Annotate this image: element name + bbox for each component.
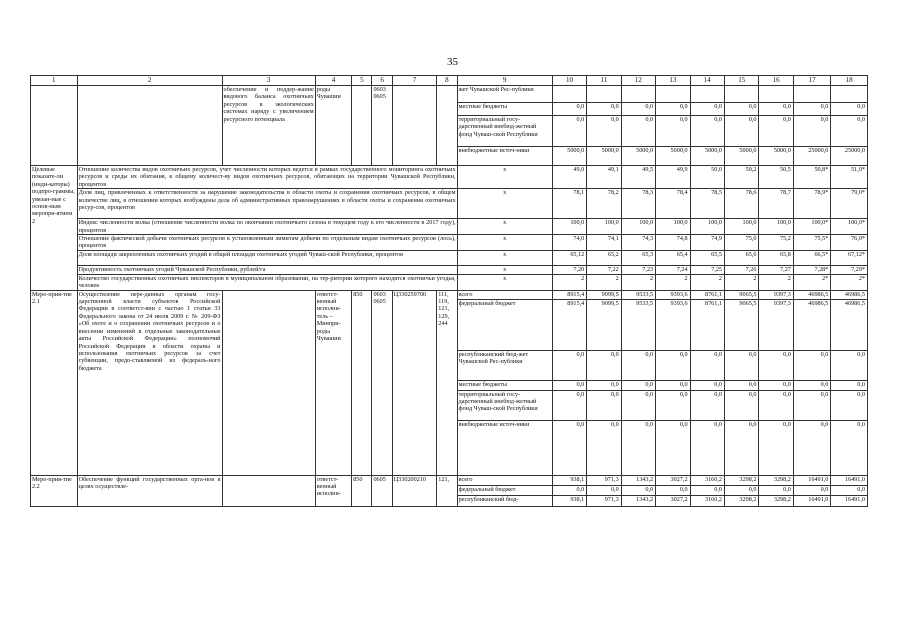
value-cell: 3160,2 bbox=[690, 475, 724, 485]
value-cell: 0,0 bbox=[759, 380, 793, 390]
value-cell: 5000,0 bbox=[725, 147, 759, 166]
value-cell: 66,5* bbox=[793, 250, 830, 265]
value-cell: 2 bbox=[587, 274, 621, 290]
funding-source: всего bbox=[457, 290, 552, 299]
value-cell: 3298,2 bbox=[759, 475, 793, 485]
blank-cell bbox=[437, 86, 457, 166]
value-cell: 0,0 bbox=[621, 380, 655, 390]
value-cell: 0,0 bbox=[690, 380, 724, 390]
value-cell: 74,8 bbox=[656, 235, 690, 251]
value-cell: 0,0 bbox=[552, 485, 586, 495]
value-cell bbox=[621, 86, 655, 103]
column-number: 2 bbox=[77, 76, 222, 86]
value-cell: 7,25 bbox=[690, 265, 724, 274]
column-number: 18 bbox=[831, 76, 868, 86]
indicator-row bbox=[31, 235, 868, 251]
value-cell: 100,0 bbox=[587, 219, 621, 235]
code-cell: 850 bbox=[352, 290, 372, 475]
value-cell: 0,0 bbox=[759, 350, 793, 380]
blank-cell bbox=[222, 290, 315, 475]
value-cell: 0,0 bbox=[793, 380, 830, 390]
value-cell bbox=[552, 86, 586, 103]
value-cell: 9397,3 bbox=[759, 299, 793, 350]
column-number: 12 bbox=[621, 76, 655, 86]
indicator-row bbox=[31, 265, 868, 274]
value-cell: 8761,1 bbox=[690, 290, 724, 299]
value-cell: 65,2 bbox=[587, 250, 621, 265]
funding-source: республиканский бюд- bbox=[457, 495, 552, 506]
column-number: 7 bbox=[392, 76, 437, 86]
value-cell: 8761,1 bbox=[690, 299, 724, 350]
value-cell: 2* bbox=[831, 274, 868, 290]
value-cell: 0,0 bbox=[552, 116, 586, 147]
value-cell: 0,0 bbox=[793, 390, 830, 420]
value-cell: 65,6 bbox=[725, 250, 759, 265]
value-cell: 0,0 bbox=[587, 116, 621, 147]
measure-description: Обеспечение функций государственных орга-нов в целях осуществле- bbox=[77, 475, 222, 506]
value-cell: 9099,5 bbox=[587, 299, 621, 350]
value-cell bbox=[656, 86, 690, 103]
code-cell: Ц330200210 bbox=[392, 475, 437, 506]
value-cell: 0,0 bbox=[690, 350, 724, 380]
value-cell: 67,12* bbox=[831, 250, 868, 265]
value-cell: 0,0 bbox=[831, 420, 868, 475]
value-cell: 0,0 bbox=[656, 485, 690, 495]
code-cell: 0605 bbox=[372, 475, 392, 506]
value-cell: 7,27 bbox=[759, 265, 793, 274]
indicator-row bbox=[31, 166, 868, 189]
value-cell: 50,0 bbox=[690, 166, 724, 189]
value-cell: 9533,5 bbox=[621, 299, 655, 350]
header-row bbox=[31, 76, 868, 86]
value-cell: 2 bbox=[656, 274, 690, 290]
value-cell: 16491,0 bbox=[793, 495, 830, 506]
funding-source: республиканский бюд-жет Чувашской Рес-публики bbox=[457, 350, 552, 380]
value-cell: 7,29* bbox=[831, 265, 868, 274]
blank-cell bbox=[392, 86, 437, 166]
value-cell: 2 bbox=[621, 274, 655, 290]
code-cell: Ц330259700 bbox=[392, 290, 437, 475]
blank-cell bbox=[222, 475, 315, 506]
funding-source: федеральный бюджет bbox=[457, 485, 552, 495]
value-cell: 78,2 bbox=[587, 189, 621, 219]
indicator-row bbox=[31, 189, 868, 219]
column-number: 13 bbox=[656, 76, 690, 86]
value-cell: 16491,0 bbox=[831, 495, 868, 506]
value-cell: 0,0 bbox=[587, 350, 621, 380]
value-cell: 2 bbox=[759, 274, 793, 290]
value-cell: 971,3 bbox=[587, 495, 621, 506]
x-mark: x bbox=[457, 265, 552, 274]
value-cell: 49,9 bbox=[656, 166, 690, 189]
value-cell: 65,4 bbox=[656, 250, 690, 265]
value-cell: 9393,6 bbox=[656, 290, 690, 299]
measure-label: Меро-прия-тие 2.2 bbox=[31, 475, 78, 506]
value-cell: 0,0 bbox=[831, 116, 868, 147]
column-number: 15 bbox=[725, 76, 759, 86]
value-cell: 50,2 bbox=[725, 166, 759, 189]
page-number: 35 bbox=[447, 56, 458, 68]
value-cell: 9533,5 bbox=[621, 290, 655, 299]
column-number: 6 bbox=[372, 76, 392, 86]
value-cell: 0,0 bbox=[621, 350, 655, 380]
value-cell: 0,0 bbox=[725, 116, 759, 147]
value-cell: 0,0 bbox=[759, 485, 793, 495]
value-cell bbox=[690, 86, 724, 103]
measure-description: Осуществление пере-данных органам госу-дарственной власти субъектов Российской Федерации в соответст-вии с частью 1 статьи 33 Федерального закона от 24 июля 2009 г. № 209-ФЗ «Об охоте и о сохранении охотничьих ресурсов и о внесении изменений в отдельные законодательные акты Российской Федерации» полномочий Российской Федерации в области охраны и использования охотничьих ресурсов за счет субвенции, предо-ставляемой из федераль-ного бюджета bbox=[77, 290, 222, 475]
value-cell: 74,3 bbox=[621, 235, 655, 251]
value-cell: 9065,5 bbox=[725, 299, 759, 350]
value-cell: 0,0 bbox=[656, 116, 690, 147]
value-cell bbox=[587, 86, 621, 103]
value-cell: 7,26 bbox=[725, 265, 759, 274]
value-cell: 75,5* bbox=[793, 235, 830, 251]
responsible-executor: ответст-венный исполни- bbox=[315, 475, 351, 506]
value-cell: 1343,2 bbox=[621, 475, 655, 485]
value-cell: 74,0 bbox=[552, 235, 586, 251]
value-cell: 9099,5 bbox=[587, 290, 621, 299]
code-cell: 850 bbox=[352, 475, 372, 506]
value-cell: 0,0 bbox=[690, 420, 724, 475]
value-cell: 50,8* bbox=[793, 166, 830, 189]
value-cell: 16491,0 bbox=[793, 475, 830, 485]
value-cell: 51,0* bbox=[831, 166, 868, 189]
indicator-text: Доля площади закрепленных охотничьих угодий в общей площади охотничьих угодий Чуваш-ской Республики, процентов bbox=[77, 250, 457, 265]
value-cell bbox=[759, 86, 793, 103]
value-cell: 7,23 bbox=[621, 265, 655, 274]
value-cell: 100,0 bbox=[656, 219, 690, 235]
value-cell: 1343,2 bbox=[621, 495, 655, 506]
value-cell: 100,0 bbox=[725, 219, 759, 235]
value-cell: 0,0 bbox=[831, 350, 868, 380]
value-cell: 78,3 bbox=[621, 189, 655, 219]
value-cell: 0,0 bbox=[831, 103, 868, 116]
funding-source: территориальный госу-дарственный внебюд-жетный фонд Чуваш-ской Республики bbox=[457, 390, 552, 420]
indicator-row bbox=[31, 274, 868, 290]
funding-source: всего bbox=[457, 475, 552, 485]
value-cell: 46986,5 bbox=[831, 299, 868, 350]
column-number: 5 bbox=[352, 76, 372, 86]
indicator-text: Отношение количества видов охотничьих ресурсов, учет численности которых ведется в рамках государственного мониторинга охотничьих ресурсов и среды их обитания, к общему количест-ву видов охотничьих ресурсов, обитающих на территории Чувашской Республики, процентов bbox=[78, 166, 456, 188]
value-cell: 7,22 bbox=[587, 265, 621, 274]
value-cell: 46986,5 bbox=[831, 290, 868, 299]
value-cell: 7,20 bbox=[552, 265, 586, 274]
value-cell: 0,0 bbox=[621, 103, 655, 116]
value-cell: 0,0 bbox=[725, 485, 759, 495]
x-mark: x bbox=[457, 219, 552, 235]
funding-source: федеральный бюджет bbox=[457, 299, 552, 350]
funding-source: внебюджетные источ-ники bbox=[457, 420, 552, 475]
x-mark: x bbox=[457, 274, 552, 290]
executor-text: роды Чувашии bbox=[315, 86, 351, 166]
value-cell: 3027,2 bbox=[656, 495, 690, 506]
value-cell: 0,0 bbox=[725, 420, 759, 475]
value-cell: 65,5 bbox=[690, 250, 724, 265]
value-cell: 0,0 bbox=[759, 103, 793, 116]
value-cell: 9393,6 bbox=[656, 299, 690, 350]
funding-source: жет Чувашской Рес-публики bbox=[457, 86, 552, 103]
value-cell bbox=[793, 86, 830, 103]
value-cell bbox=[831, 86, 868, 103]
column-number: 9 bbox=[457, 76, 552, 86]
value-cell: 100,0 bbox=[690, 219, 724, 235]
funding-source: местные бюджеты bbox=[457, 103, 552, 116]
value-cell: 0,0 bbox=[621, 485, 655, 495]
value-cell: 49,5 bbox=[621, 166, 655, 189]
column-number: 11 bbox=[587, 76, 621, 86]
section-code: 0603 0605 bbox=[372, 86, 392, 166]
value-cell: 79,0* bbox=[831, 189, 868, 219]
value-cell: 3160,2 bbox=[690, 495, 724, 506]
blank-cell bbox=[352, 86, 372, 166]
responsible-executor: ответст-венный исполни-тель – Минпри-роды Чувашии bbox=[315, 290, 351, 475]
value-cell: 0,0 bbox=[725, 380, 759, 390]
column-number: 1 bbox=[31, 76, 78, 86]
column-number: 14 bbox=[690, 76, 724, 86]
column-number: 10 bbox=[552, 76, 586, 86]
indicator-text: Доля лиц, привлеченных к ответственности за нарушение законодательства в области охоты и сохранения охотничьих ресурсов, в общем количестве лиц, в отношении которых возбуждены дела об административных правонарушениях в области охоты и сохранения охотничьих ресур-сов, процентов bbox=[77, 189, 457, 219]
value-cell: 5000,0 bbox=[690, 147, 724, 166]
blank-cell bbox=[77, 86, 222, 166]
value-cell: 0,0 bbox=[656, 103, 690, 116]
value-cell: 8915,4 bbox=[552, 299, 586, 350]
section-label: Целевые показате-ли (инди-каторы) подпро-граммы, увязан-ные с основ-ным меропри-ятием 2 bbox=[31, 166, 78, 291]
value-cell: 0,0 bbox=[759, 390, 793, 420]
x-mark: x bbox=[457, 235, 552, 251]
value-cell: 75,2 bbox=[759, 235, 793, 251]
value-cell: 0,0 bbox=[759, 420, 793, 475]
value-cell: 0,0 bbox=[690, 390, 724, 420]
value-cell: 49,0 bbox=[552, 166, 586, 189]
funding-source: территориальный госу-дарственный внебюд-жетный фонд Чуваш-ской Республики bbox=[457, 116, 552, 147]
value-cell: 0,0 bbox=[690, 485, 724, 495]
value-cell: 3027,2 bbox=[656, 475, 690, 485]
value-cell: 5000,0 bbox=[587, 147, 621, 166]
value-cell: 0,0 bbox=[656, 350, 690, 380]
value-cell: 9065,5 bbox=[725, 290, 759, 299]
indicator-row bbox=[31, 219, 868, 235]
value-cell: 16491,0 bbox=[831, 475, 868, 485]
value-cell: 65,3 bbox=[621, 250, 655, 265]
x-mark: x bbox=[457, 189, 552, 219]
measure-label: Меро-прия-тие 2.1 bbox=[31, 290, 78, 475]
indicator-text: Отношение фактической добычи охотничьих ресурсов к установленным лимитам добычи по отдельным видам охотничьих ресурсов (лось), процентов bbox=[78, 235, 456, 250]
funding-source: внебюджетные источ-ники bbox=[457, 147, 552, 166]
column-number: 4 bbox=[315, 76, 351, 86]
value-cell: 0,0 bbox=[621, 390, 655, 420]
value-cell: 25000,0 bbox=[793, 147, 830, 166]
value-cell: 100,0* bbox=[793, 219, 830, 235]
value-cell: 5000,0 bbox=[759, 147, 793, 166]
value-cell: 0,0 bbox=[552, 420, 586, 475]
program-table bbox=[30, 75, 868, 507]
value-cell: 0,0 bbox=[831, 390, 868, 420]
x-mark: x bbox=[457, 166, 552, 189]
value-cell: 0,0 bbox=[690, 103, 724, 116]
value-cell: 46986,5 bbox=[793, 299, 830, 350]
column-number: 8 bbox=[437, 76, 457, 86]
value-cell: 0,0 bbox=[552, 103, 586, 116]
column-number: 3 bbox=[222, 76, 315, 86]
value-cell: 3298,2 bbox=[759, 495, 793, 506]
value-cell: 0,0 bbox=[587, 420, 621, 475]
value-cell: 0,0 bbox=[725, 350, 759, 380]
value-cell: 78,4 bbox=[656, 189, 690, 219]
value-cell: 938,1 bbox=[552, 495, 586, 506]
value-cell bbox=[725, 86, 759, 103]
value-cell: 0,0 bbox=[690, 116, 724, 147]
funding-row bbox=[31, 86, 868, 103]
value-cell: 0,0 bbox=[793, 485, 830, 495]
value-cell: 65,12 bbox=[552, 250, 586, 265]
value-cell: 78,7 bbox=[759, 189, 793, 219]
value-cell: 0,0 bbox=[621, 420, 655, 475]
value-cell: 7,28* bbox=[793, 265, 830, 274]
value-cell: 65,8 bbox=[759, 250, 793, 265]
value-cell: 9397,3 bbox=[759, 290, 793, 299]
value-cell: 0,0 bbox=[759, 116, 793, 147]
value-cell: 0,0 bbox=[621, 116, 655, 147]
column-number: 17 bbox=[793, 76, 830, 86]
value-cell: 0,0 bbox=[552, 350, 586, 380]
value-cell: 0,0 bbox=[656, 420, 690, 475]
value-cell: 74,9 bbox=[690, 235, 724, 251]
value-cell: 2 bbox=[690, 274, 724, 290]
value-cell: 3298,2 bbox=[725, 475, 759, 485]
value-cell: 0,0 bbox=[793, 103, 830, 116]
value-cell: 76,0* bbox=[831, 235, 868, 251]
value-cell: 0,0 bbox=[725, 390, 759, 420]
value-cell: 75,0 bbox=[725, 235, 759, 251]
indicator-text: Индекс численности волка (отношение численности волка по окончании охотничьего сезона в текущем году к его численности в 2017 году), процентов bbox=[78, 219, 456, 234]
value-cell: 2 bbox=[725, 274, 759, 290]
value-cell: 100,0 bbox=[621, 219, 655, 235]
value-cell: 0,0 bbox=[587, 380, 621, 390]
value-cell: 46986,5 bbox=[793, 290, 830, 299]
indicator-text: Продуктивность охотничьих угодий Чувашской Республики, рублей/га bbox=[77, 265, 457, 274]
value-cell: 0,0 bbox=[793, 420, 830, 475]
value-cell: 0,0 bbox=[725, 103, 759, 116]
funding-source: местные бюджеты bbox=[457, 380, 552, 390]
value-cell: 8915,4 bbox=[552, 290, 586, 299]
value-cell: 78,9* bbox=[793, 189, 830, 219]
value-cell: 0,0 bbox=[793, 116, 830, 147]
value-cell: 0,0 bbox=[793, 350, 830, 380]
value-cell: 7,24 bbox=[656, 265, 690, 274]
value-cell: 0,0 bbox=[656, 390, 690, 420]
value-cell: 0,0 bbox=[587, 485, 621, 495]
value-cell: 3298,2 bbox=[725, 495, 759, 506]
indicator-text: Количество государственных охотничьих инспекторов в муниципальном образовании, на тер-ритории которого находятся охотничьи угодья, человек bbox=[78, 274, 456, 290]
value-cell: 78,1 bbox=[552, 189, 586, 219]
x-mark: x bbox=[457, 250, 552, 265]
value-cell: 0,0 bbox=[552, 380, 586, 390]
value-cell: 5000,0 bbox=[621, 147, 655, 166]
value-cell: 100,0* bbox=[831, 219, 868, 235]
value-cell: 74,1 bbox=[587, 235, 621, 251]
value-cell: 5000,0 bbox=[656, 147, 690, 166]
value-cell: 0,0 bbox=[831, 380, 868, 390]
value-cell: 25000,0 bbox=[831, 147, 868, 166]
column-number: 16 bbox=[759, 76, 793, 86]
value-cell: 5000,0 bbox=[552, 147, 586, 166]
code-cell: 111, 119, 121, 129, 244 bbox=[437, 290, 457, 475]
value-cell: 49,1 bbox=[587, 166, 621, 189]
value-cell: 0,0 bbox=[656, 380, 690, 390]
indicator-row bbox=[31, 250, 868, 265]
value-cell: 0,0 bbox=[587, 390, 621, 420]
code-cell: 121, bbox=[437, 475, 457, 506]
value-cell: 100,0 bbox=[552, 219, 586, 235]
value-cell: 100,0 bbox=[759, 219, 793, 235]
value-cell: 0,0 bbox=[831, 485, 868, 495]
value-cell: 2* bbox=[793, 274, 830, 290]
value-cell: 971,3 bbox=[587, 475, 621, 485]
value-cell: 938,1 bbox=[552, 475, 586, 485]
funding-row bbox=[31, 475, 868, 485]
value-cell: 0,0 bbox=[587, 103, 621, 116]
value-cell: 50,5 bbox=[759, 166, 793, 189]
goal-text: обеспечение и поддер-жание видового баланса охотничьих ресурсов в экологических системах наряду с увеличением ресурсного потенциала bbox=[222, 86, 315, 166]
funding-row bbox=[31, 290, 868, 299]
value-cell: 0,0 bbox=[552, 390, 586, 420]
blank-cell bbox=[31, 86, 78, 166]
code-cell: 0603 0605 bbox=[372, 290, 392, 475]
value-cell: 2 bbox=[552, 274, 586, 290]
value-cell: 78,6 bbox=[725, 189, 759, 219]
value-cell: 78,5 bbox=[690, 189, 724, 219]
